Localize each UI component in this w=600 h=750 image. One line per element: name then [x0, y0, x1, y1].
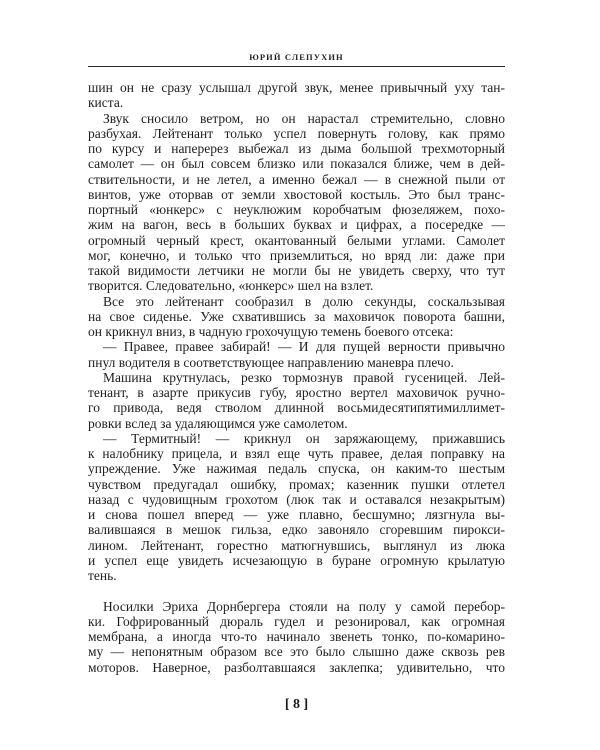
text-line: валившаяся в мешок гильза, едко завоняло сгоревшим пирокси-: [88, 522, 505, 538]
text-line: и успел еще увидеть исчезающую в буране огромную крылатую: [88, 552, 505, 568]
text-line: самолет — он был совсем близко или показался ближе, чем в дей-: [88, 156, 505, 172]
paragraph: [88, 431, 505, 584]
paragraph: [88, 339, 505, 370]
text-line: му — непонятным образом все это было слышно даже сквозь рев: [88, 644, 505, 660]
text-line: лином. Лейтенант, горестно матюгнувшись, выглянул из люка: [88, 537, 505, 553]
text-line: чувством предугадал ошибку, промах; казенник пушки отлетел: [88, 476, 505, 492]
text-line: тень.: [88, 568, 117, 583]
text-line: жим на вагон, весь в больших буквах и цифрах, а посередке —: [88, 217, 505, 233]
paragraph: [88, 111, 505, 294]
text-line: на свое сиденье. Уже схватившись за маховичок поворота башни,: [88, 308, 505, 324]
paragraph: [88, 80, 505, 111]
text-line: винтов, уже оторвав от земли хвостовой костыль. Это был транс-: [88, 186, 505, 202]
text-line: творится. Следовательно, «юнкерс» шел на взлет.: [88, 278, 374, 294]
text-body: [88, 80, 505, 675]
text-line: Звук сносило ветром, но он нарастал стремительно, словно: [103, 110, 505, 126]
text-line: мембрана, а иногда что-то начинало звенеть тонко, по-комарино-: [88, 629, 505, 644]
text-line: Все это лейтенант сообразил в долю секунды, соскальзывая: [103, 293, 505, 309]
page-number: [ 8 ]: [284, 697, 309, 712]
text-line: ки. Гофрированный дюраль гудел и резонировал, как огромная: [88, 613, 505, 629]
header-rule: [88, 66, 505, 67]
text-line: по курсу и наперерез выбежал из дыма большой трехмоторный: [88, 141, 505, 156]
text-line: он крикнул вниз, в чадную грохочущую темень боевого отсека:: [88, 324, 454, 339]
text-line: огромный черный крест, окантованный белыми углами. Самолет: [88, 232, 505, 248]
paragraph: [88, 370, 505, 431]
paragraph: [88, 294, 505, 340]
text-line: портный «юнкерс» с неуклюжим коробчатым фюзеляжем, похо-: [88, 202, 505, 217]
text-line: назад с чудовищным грохотом (люк так и оставался незакрытым): [88, 491, 505, 507]
text-line: шин он не сразу услышал другой звук, менее привычный уху тан-: [88, 80, 505, 95]
text-line: моторов. Наверное, разболтавшаяся заклепка; удивительно, что: [88, 659, 505, 675]
text-line: ствительности, и не летел, а именно бежал — в снежной пыли от: [88, 171, 505, 187]
text-line: киста.: [88, 95, 124, 111]
text-line: тенант, в азарте прикусив губу, яростно вертел маховичок ручно-: [88, 385, 505, 400]
text-line: пнул водителя в соответствующее направлению маневра плечо.: [88, 354, 454, 370]
text-section: [88, 80, 505, 583]
text-line: ровки вслед за удаляющимся уже самолетом.: [88, 415, 348, 431]
text-line: к налобнику прицела, и взял еще чуть правее, делая поправку на: [88, 446, 505, 461]
text-line: и снова пошел вперед — уже плавно, бесшумно; лязгнула вы-: [88, 507, 505, 522]
text-line: Машина крутнулась, резко тормознув правой гусеницей. Лей-: [103, 369, 505, 385]
text-line: Носилки Эриха Дорнбергера стояли на полу у самой перебор-: [103, 598, 505, 614]
text-line: мог, конечно, и только что приземлиться, но вряд ли: даже при: [88, 247, 505, 263]
text-line: упреждение. Уже нажимая педаль спуска, он каким-то шестым: [88, 461, 505, 477]
text-line: — Правее, правее забирай! — И для пущей верности привычно: [103, 339, 505, 355]
text-section: [88, 599, 505, 675]
running-head-author: ЮРИЙ СЛЕПУХИН: [249, 52, 344, 62]
text-line: го привода, ведя стволом длинной восьмидесятипятимиллимет-: [88, 400, 505, 416]
text-line: такой видимости летчики не могли бы не увидеть сверху, что тут: [88, 263, 505, 278]
text-line: — Термитный! — крикнул он заряжающему, прижавшись: [103, 430, 505, 446]
paragraph: [88, 599, 505, 675]
text-line: разбухая. Лейтенант только успел повернуть голову, как прямо: [88, 125, 505, 141]
